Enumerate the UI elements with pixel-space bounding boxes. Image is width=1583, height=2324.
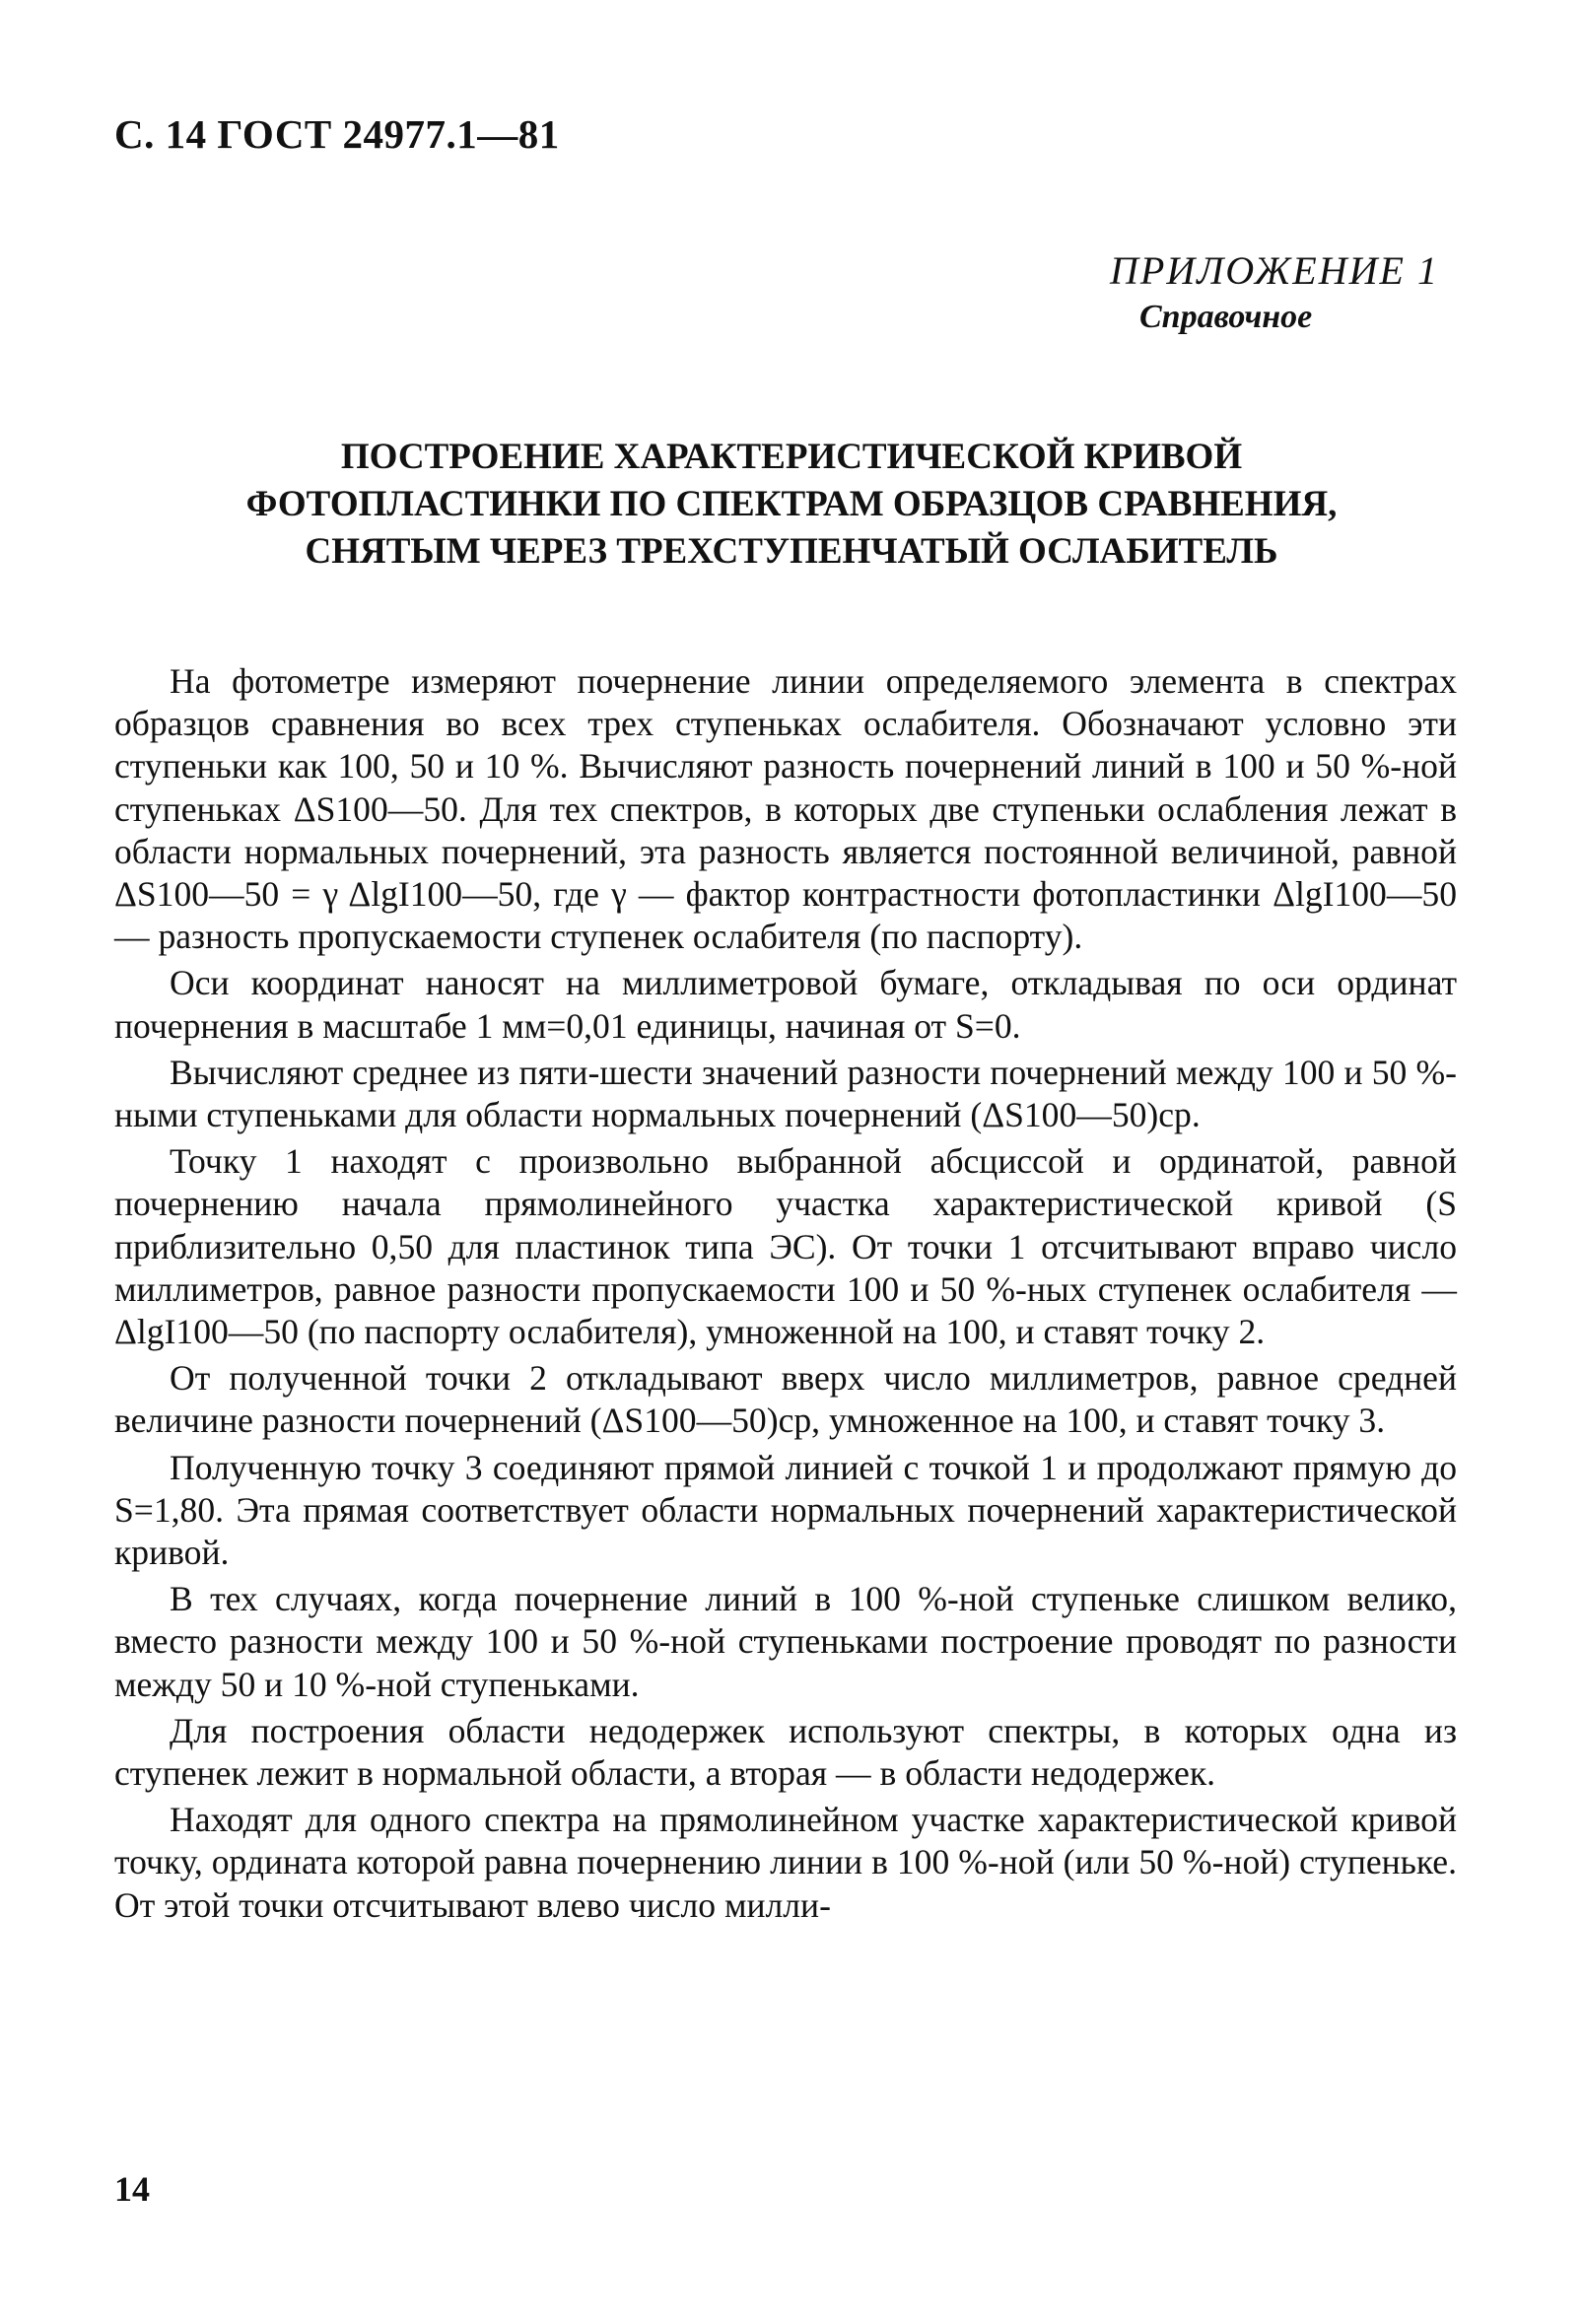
paragraph: Точку 1 находят с произвольно выбранной абсциссой и ординатой, равной почернению начала прямолинейного участка характеристической кривой (S приблизительно 0,50 для пластинок типа ЭС). От точки 1 отсчитывают вправо число миллиметров, равное разности пропускаемости 100 и 50 %-ных ступенек ослабителя — ΔlgI100—50 (по паспорту ослабителя), умноженной на 100, и ставят точку 2. [114, 1141, 1457, 1352]
paragraph: В тех случаях, когда почернение линий в 100 %-ной ступеньке слишком велико, вместо разности между 100 и 50 %-ной ступеньками построение проводят по разности между 50 и 10 %-ной ступеньками. [114, 1579, 1457, 1704]
appendix-heading [1110, 246, 1445, 339]
paragraph: Полученную точку 3 соединяют прямой линией с точкой 1 и продолжают прямую до S=1,80. Эта прямая соответствует области нормальных почернений характеристической кривой. [114, 1447, 1457, 1573]
appendix-status: Справочное [1139, 299, 1313, 335]
title-line: ПОСТРОЕНИЕ ХАРАКТЕРИСТИЧЕСКОЙ КРИВОЙ [340, 437, 1243, 477]
running-header: С. 14 ГОСТ 24977.1—81 [114, 111, 560, 157]
paragraph: Оси координат наносят на миллиметровой бумаге, откладывая по оси ординат почернения в масштабе 1 мм=0,01 единицы, начиная от S=0. [114, 963, 1457, 1046]
title-line: СНЯТЫМ ЧЕРЕЗ ТРЕХСТУПЕНЧАТЫЙ ОСЛАБИТЕЛЬ [305, 531, 1278, 572]
paragraph: Находят для одного спектра на прямолинейном участке характеристической кривой точку, ордината которой равна почернению линии в 100 %-ной (или 50 %-ной) ступеньке. От этой точки отсчитывают влево число милли- [114, 1800, 1457, 1925]
paragraph: От полученной точки 2 откладывают вверх число миллиметров, равное средней величине разности почернений (ΔS100—50)ср, умноженное на 100, и ставят точку 3. [114, 1358, 1457, 1441]
document-title [138, 434, 1445, 576]
title-line: ФОТОПЛАСТИНКИ ПО СПЕКТРАМ ОБРАЗЦОВ СРАВНЕНИЯ, [245, 484, 1338, 524]
paragraph: Для построения области недодержек используют спектры, в которых одна из ступенек лежит в нормальной области, а вторая — в области недодержек. [114, 1710, 1457, 1794]
appendix-label: ПРИЛОЖЕНИЕ 1 [1110, 248, 1439, 293]
page-number: 14 [114, 2169, 150, 2209]
paragraph: Вычисляют среднее из пяти-шести значений разности почернений между 100 и 50 %-ными ступеньками для области нормальных почернений (ΔS100—50)ср. [114, 1052, 1457, 1135]
paragraph: На фотометре измеряют почернение линии определяемого элемента в спектрах образцов сравнения во всех трех ступеньках ослабителя. Обозначают условно эти ступеньки как 100, 50 и 10 %. Вычисляют разность почернений линий в 100 и 50 %-ной ступеньках ΔS100—50. Для тех спектров, в которых две ступеньки ослабления лежат в области нормальных почернений, эта разность является постоянной величиной, равной ΔS100—50 = γ ΔlgI100—50, где γ — фактор контрастности фотопластинки ΔlgI100—50 — разность пропускаемости ступенек ослабителя (по паспорту). [114, 661, 1457, 957]
body-text [114, 660, 1457, 1927]
